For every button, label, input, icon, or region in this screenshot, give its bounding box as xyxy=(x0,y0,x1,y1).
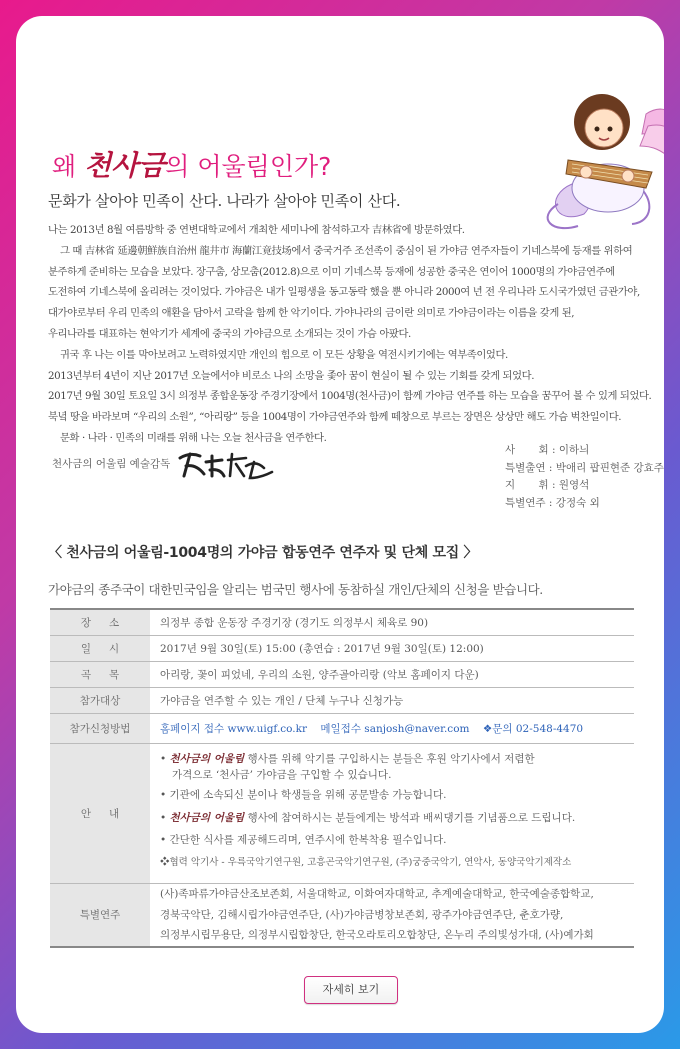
table-row xyxy=(50,713,634,743)
row-value: 아리랑, 꽃이 피었네, 우리의 소원, 양주골아리랑 (악보 홈페이지 다운) xyxy=(150,661,634,687)
view-details-button[interactable]: 자세히 보기 xyxy=(304,976,398,1004)
brand-wordmark: 천사금의 어울림 xyxy=(169,753,245,765)
table-row xyxy=(50,635,634,661)
special-line: 의정부시립무용단, 의정부시립합창단, 한국오라토리오합창단, 온누리 주의빛성가대, (사)예가회 xyxy=(160,929,594,941)
intro-line: 우리나라를 대표하는 현악기가 세계에 중국의 가야금으로 소개되는 것이 가슴 아팠다. xyxy=(48,327,411,340)
intro-line: 나는 2013년 8월 여름방학 중 연변대학교에서 개최한 세미나에 참석하고자 吉林省에 방문하였다. xyxy=(48,224,465,236)
heading-prefix: 왜 xyxy=(52,152,85,181)
intro-line: 대가야로부터 우리 민족의 애환을 담아서 고락을 함께 한 악기이다. 가야나라의 금이란 의미로 가야금이라는 이름을 갖게 된, xyxy=(48,307,575,320)
notice-text: 가격으로 ‘천사금’ 가야금을 구입할 수 있습니다. xyxy=(172,769,392,781)
info-table xyxy=(50,608,634,948)
row-label: 특별연주 xyxy=(50,883,150,947)
credit-item: 특별출연 : 박애리 팝핀현준 강효주 xyxy=(505,461,664,474)
table-row xyxy=(50,661,634,687)
signer-title: 천사금의 어울림 예술감독 xyxy=(52,458,171,470)
row-label xyxy=(50,743,150,883)
special-list xyxy=(150,883,634,947)
notice-text: 기관에 소속되신 분이나 학생들을 위해 공문발송 가능합니다. xyxy=(169,789,447,801)
notice-item: • 천사금의 어울림 행사에 참여하시는 분들에게는 방석과 배씨댕기를 기념품으로 드립니다. xyxy=(160,811,576,824)
credit-value: 박애리 팝핀현준 강효주 xyxy=(555,461,664,474)
row-label: 참가대상 xyxy=(50,687,150,713)
credit-value: 이하늬 xyxy=(558,444,590,456)
intro-line: 분주하게 준비하는 모습을 보았다. 장구춤, 상모춤(2012.8)으로 이미 기네스북 등재에 성공한 중국은 연이어 1000명의 가야금연주에 xyxy=(48,265,615,278)
row-value: 의정부 종합 운동장 주경기장 (경기도 의정부시 체육로 90) xyxy=(150,609,634,635)
label-text: 장소 xyxy=(80,616,138,629)
intro-line: 도전하여 기네스북에 올리려는 것이었다. 가야금은 내가 일평생을 동고동락 했을 뿐 아니라 2000여 년 전 우리나라 도시국가였던 금관가야, xyxy=(48,286,640,299)
table-row xyxy=(50,883,634,947)
credit-label: 사 회 xyxy=(505,444,549,456)
table-row xyxy=(50,687,634,713)
row-value xyxy=(150,713,634,743)
credits-list xyxy=(505,442,664,512)
row-label xyxy=(50,609,150,635)
intro-line: 북녘 땅을 바라보며 “우리의 소원”, “아리랑” 등을 1004명이 가야금연주와 함께 떼창으로 부르는 장면은 상상만 해도 가슴 벅찬일이다. xyxy=(48,411,622,424)
label-text: 안내 xyxy=(80,807,138,820)
handwritten-signature xyxy=(176,448,276,482)
notice-text: 행사를 위해 악기를 구입하시는 분들은 후원 악기사에서 저렴한 xyxy=(244,753,535,765)
row-label xyxy=(50,661,150,687)
row-value: 가야금을 연주할 수 있는 개인 / 단체 누구나 신청가능 xyxy=(150,687,634,713)
notice-item: • 간단한 식사를 제공해드리며, 연주시에 한복착용 필수입니다. xyxy=(160,834,447,846)
notice-item: • 기관에 소속되신 분이나 학생들을 위해 공문발송 가능합니다. xyxy=(160,789,447,801)
notice-list xyxy=(150,743,634,883)
row-label: 참가신청방법 xyxy=(50,713,150,743)
credit-label: 특별연주 xyxy=(505,496,546,509)
label-text: 일시 xyxy=(80,642,138,655)
special-line: 경북국악단, 김해시립가야금연주단, (사)가야금병창보존회, 광주가야금연주단, 춘호가량, xyxy=(160,908,564,921)
partner-list: ❖협력 악기사 - 우륵국악기연구원, 고흥곤국악기연구원, (주)궁중국악기, 연악사, 동양국악기제작소 xyxy=(160,856,572,868)
section-subtitle: 가야금의 종주국이 대한민국임을 알리는 범국민 행사에 동참하실 개인/단체의 신청을 받습니다. xyxy=(48,582,543,597)
credit-value: 강정숙 외 xyxy=(555,496,600,509)
content-card xyxy=(16,16,664,1033)
notice-text: 행사에 참여하시는 분들에게는 방석과 배씨댕기를 기념품으로 드립니다. xyxy=(244,811,576,824)
heading-suffix: 의 어울림인가? xyxy=(165,152,332,181)
subheading: 문화가 살아야 민족이 산다. 나라가 살아야 민족이 산다. xyxy=(48,192,401,210)
credit-label: 지 휘 xyxy=(505,479,549,492)
intro-line: 2017년 9월 30일 토요일 3시 의정부 종합운동장 주경기장에서 1004명(천사금)이 함께 가야금 연주를 하는 모습을 꿈꾸어 볼 수 있게 되었다. xyxy=(48,390,652,403)
notice-text: 간단한 식사를 제공해드리며, 연주시에 한복착용 필수입니다. xyxy=(169,834,447,846)
credit-item: 사 회 : 이하늬 xyxy=(505,444,590,456)
email-link[interactable]: 메일접수 sanjosh@naver.com xyxy=(320,722,470,735)
notice-item xyxy=(160,767,634,784)
brand-wordmark: 천사금 xyxy=(84,149,166,182)
row-value: 2017년 9월 30일(토) 15:00 (총연습 : 2017년 9월 30일(토) 12:00) xyxy=(150,635,634,661)
brand-wordmark: 천사금의 어울림 xyxy=(169,811,245,824)
credit-label: 특별출연 xyxy=(505,461,546,474)
intro-line: 2013년부터 4년이 지난 2017년 오늘에서야 비로소 나의 소망을 좇아 꿈이 현실이 될 수 있는 기회를 갖게 되었다. xyxy=(48,369,535,382)
angel-gayageum-illustration xyxy=(528,76,664,236)
section-title: 〈 천사금의 어울림-1004명의 가야금 합동연주 연주자 및 단체 모집 〉 xyxy=(48,545,478,561)
table-row xyxy=(50,743,634,883)
intro-line: 문화 · 나라 · 민족의 미래를 위해 나는 오늘 천사금을 연주한다. xyxy=(60,431,327,444)
credit-item: 지 휘 : 원영석 xyxy=(505,479,590,492)
table-row xyxy=(50,609,634,635)
intro-text xyxy=(48,220,664,449)
special-line: (사)족파류가야금산조보존회, 서울대학교, 이화여자대학교, 추계예술대학교, 한국예술종합학교, xyxy=(160,888,594,900)
credit-item: 특별연주 : 강정숙 외 xyxy=(505,496,600,509)
label-text: 곡목 xyxy=(80,668,138,681)
row-label xyxy=(50,635,150,661)
notice-item: • 천사금의 어울림 행사를 위해 악기를 구입하시는 분들은 후원 악기사에서 저렴한 xyxy=(160,753,535,765)
intro-line: 그 때 吉林省 延邊朝鮮族自治州 龍井市 海蘭江竟技场에서 중국거주 조선족이 중심이 된 가야금 연주자들이 기네스북에 등재를 위하여 xyxy=(60,244,633,257)
page-heading xyxy=(52,144,331,184)
intro-line: 귀국 후 나는 이를 막아보려고 노력하였지만 개인의 힘으로 이 모든 상황을 역전시키기에는 역부족이었다. xyxy=(60,348,508,361)
homepage-link[interactable]: 홈페이지 접수 www.uigf.co.kr xyxy=(160,722,308,735)
phone-contact: ❖문의 02-548-4470 xyxy=(482,722,584,735)
credit-value: 원영석 xyxy=(558,479,590,492)
